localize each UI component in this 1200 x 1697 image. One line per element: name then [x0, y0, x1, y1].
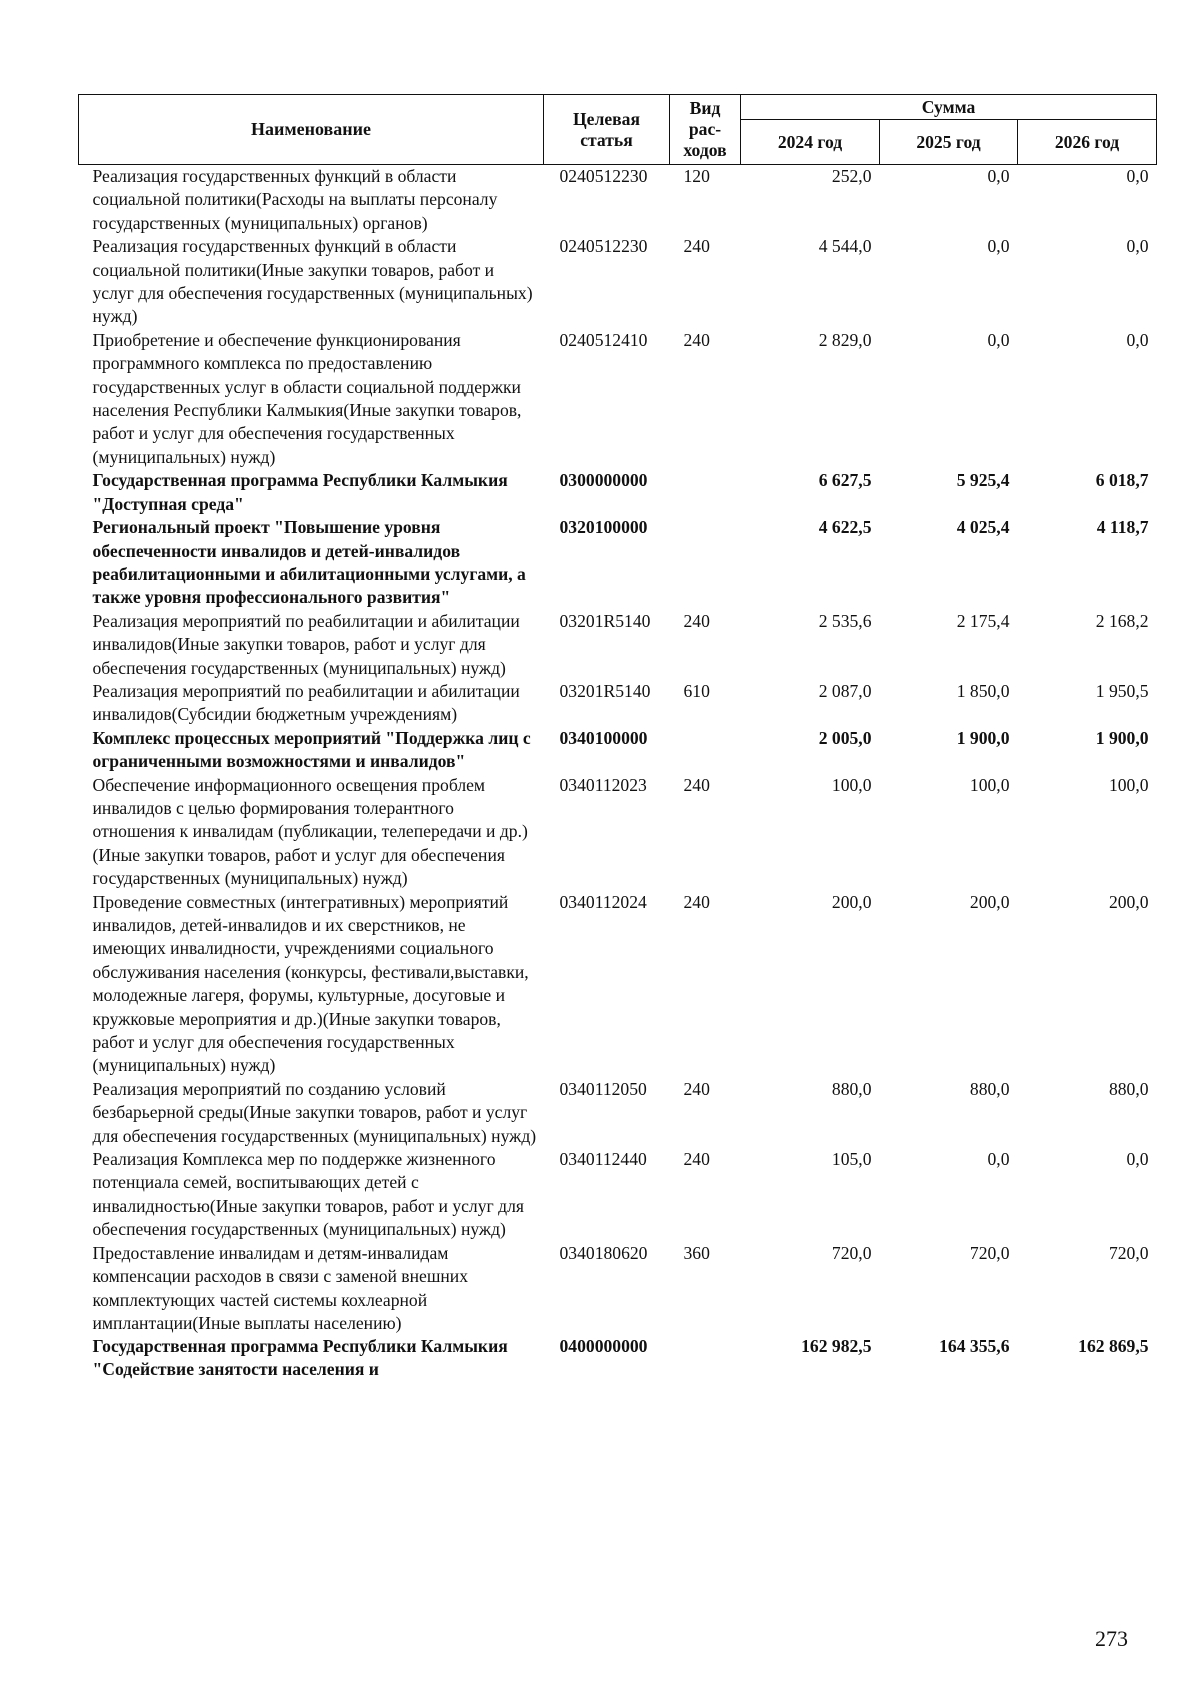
row-value-2025: 0,0 — [987, 166, 1010, 186]
row-type: 240 — [683, 236, 710, 257]
header-year-2024: 2024 год — [741, 120, 880, 165]
row-code: 0240512230 — [559, 166, 648, 186]
row-value-2026: 880,0 — [1108, 1078, 1149, 1099]
row-value-2026: 0,0 — [1126, 236, 1149, 257]
table-row — [79, 891, 1157, 1078]
table-row — [79, 235, 1157, 329]
row-value-2025: 200,0 — [969, 891, 1010, 912]
row-type: 120 — [683, 166, 710, 186]
row-value-2025: 0,0 — [987, 236, 1010, 257]
table-header — [79, 95, 1157, 165]
row-type: 240 — [683, 891, 710, 912]
table-row — [79, 165, 1157, 236]
budget-table — [78, 94, 1157, 1381]
row-type: 240 — [683, 1149, 710, 1170]
row-type: 240 — [683, 329, 710, 350]
row-value-2026: 1 950,5 — [1095, 680, 1149, 701]
row-code: 0240512410 — [559, 329, 648, 350]
header-year-2026: 2026 год — [1018, 120, 1157, 165]
row-code: 0320100000 — [559, 517, 648, 538]
row-code: 0340112023 — [559, 774, 647, 795]
row-type: 610 — [683, 680, 710, 701]
row-code: 0300000000 — [559, 470, 648, 491]
row-code: 03201R5140 — [559, 610, 651, 631]
row-value-2025: 720,0 — [969, 1242, 1010, 1263]
row-value-2026: 0,0 — [1126, 1149, 1149, 1170]
row-value-2025: 880,0 — [969, 1078, 1010, 1099]
row-name: Реализация государственных функций в области социальной политики(Расходы на выплаты персоналу государственных (муниципальных) органов) — [92, 166, 498, 233]
header-name: Наименование — [79, 95, 544, 165]
row-code: 03201R5140 — [559, 680, 651, 701]
row-name: Государственная программа Республики Калмыкия "Доступная среда" — [92, 470, 508, 514]
table-row — [79, 1335, 1157, 1381]
row-value-2024: 880,0 — [831, 1078, 872, 1099]
row-name: Реализация мероприятий по реабилитации и абилитации инвалидов(Иные закупки товаров, работ и услуг для обеспечения государственных (муниципальных) нужд) — [92, 610, 520, 678]
row-value-2025: 1 900,0 — [956, 727, 1010, 748]
row-value-2026: 2 168,2 — [1095, 610, 1149, 631]
row-value-2024: 4 544,0 — [818, 236, 872, 257]
table-row — [79, 1078, 1157, 1148]
table-row — [79, 1148, 1157, 1242]
table-row — [79, 610, 1157, 680]
row-value-2026: 200,0 — [1108, 891, 1149, 912]
row-type: 240 — [683, 1078, 710, 1099]
row-code: 0400000000 — [559, 1336, 648, 1357]
row-value-2024: 162 982,5 — [801, 1336, 872, 1357]
row-name: Региональный проект "Повышение уровня обеспеченности инвалидов и детей-инвалидов реабилитационными и абилитационными услугами, а также уровня профессионального развития" — [92, 517, 526, 608]
row-value-2026: 1 900,0 — [1095, 727, 1149, 748]
row-code: 0340112050 — [559, 1078, 647, 1099]
row-name: Комплекс процессных мероприятий "Поддержка лиц с ограниченными возможностями и инвалидов" — [92, 727, 531, 772]
row-code: 0240512230 — [559, 236, 648, 257]
row-value-2024: 4 622,5 — [818, 517, 872, 538]
row-value-2026: 6 018,7 — [1095, 470, 1149, 491]
row-value-2024: 100,0 — [831, 774, 872, 795]
table-row — [79, 774, 1157, 891]
row-name: Обеспечение информационного освещения проблем инвалидов с целью формирования толерантного отношения к инвалидам (публикации, телепередачи и др.)(Иные закупки товаров, работ и услуг для обеспечения государственных (муниципальных) нужд) — [92, 774, 528, 889]
page-number: 273 — [1095, 1626, 1128, 1651]
table-row — [79, 469, 1157, 516]
row-name: Реализация мероприятий по реабилитации и абилитации инвалидов(Субсидии бюджетным учреждениям) — [92, 680, 520, 725]
row-value-2025: 4 025,4 — [956, 517, 1010, 538]
row-name: Предоставление инвалидам и детям-инвалидам компенсации расходов в связи с заменой внешних комплектующих частей системы кохлеарной имплантации(Иные выплаты населению) — [92, 1242, 469, 1333]
row-value-2025: 164 355,6 — [939, 1336, 1010, 1357]
row-code: 0340112024 — [559, 891, 647, 912]
document-page — [78, 94, 1156, 1381]
row-value-2024: 2 829,0 — [818, 329, 872, 350]
row-name: Реализация Комплекса мер по поддержке жизненного потенциала семей, воспитывающих детей с инвалидностью(Иные закупки товаров, работ и услуг для обеспечения государственных (муниципальных) нужд) — [92, 1149, 524, 1240]
table-row — [79, 516, 1157, 610]
row-name: Приобретение и обеспечение функционирования программного комплекса по предоставлению государственных услуг в области социальной поддержки населения Республики Калмыкия(Иные закупки товаров, работ и услуг для обеспечения государственных (муниципальных) нужд) — [92, 329, 522, 467]
row-value-2026: 162 869,5 — [1078, 1336, 1149, 1357]
row-value-2024: 200,0 — [831, 891, 872, 912]
row-code: 0340180620 — [559, 1242, 648, 1263]
row-type — [670, 727, 741, 774]
row-value-2026: 4 118,7 — [1096, 517, 1149, 538]
header-year-2025: 2025 год — [880, 120, 1018, 165]
row-name: Государственная программа Республики Калмыкия "Содействие занятости населения и — [92, 1336, 508, 1380]
row-value-2024: 252,0 — [831, 166, 872, 186]
row-type: 360 — [683, 1242, 710, 1263]
header-type: Вид рас- ходов — [670, 95, 741, 165]
row-value-2025: 5 925,4 — [956, 470, 1010, 491]
row-value-2024: 105,0 — [831, 1149, 872, 1170]
header-code: Целевая статья — [544, 95, 670, 165]
row-value-2025: 0,0 — [987, 1149, 1010, 1170]
row-value-2024: 720,0 — [831, 1242, 872, 1263]
row-type: 240 — [683, 610, 710, 631]
row-name: Проведение совместных (интегративных) мероприятий инвалидов, детей-инвалидов и их сверстников, не имеющих инвалидности, учреждениями социального обслуживания населения (конкурсы, фестивали,выставки, молодежные лагеря, форумы, культурные, досуговые и кружковые мероприятия и др.)(Иные закупки товаров, работ и услуг для обеспечения государственных (муниципальных) нужд) — [92, 891, 529, 1076]
row-value-2026: 0,0 — [1126, 166, 1149, 186]
row-type — [670, 469, 741, 516]
row-value-2024: 2 087,0 — [818, 680, 872, 701]
row-value-2025: 1 850,0 — [956, 680, 1010, 701]
table-row — [79, 680, 1157, 727]
table-row — [79, 329, 1157, 469]
row-value-2026: 0,0 — [1126, 329, 1149, 350]
row-type — [670, 1335, 741, 1381]
table-row — [79, 1242, 1157, 1336]
row-type — [670, 516, 741, 610]
row-value-2026: 100,0 — [1108, 774, 1149, 795]
header-sum: Сумма — [741, 95, 1157, 120]
row-value-2025: 2 175,4 — [956, 610, 1010, 631]
table-body — [79, 165, 1157, 1382]
row-value-2024: 2 005,0 — [818, 727, 872, 748]
row-code: 0340100000 — [559, 727, 648, 748]
row-name: Реализация мероприятий по созданию условий безбарьерной среды(Иные закупки товаров, работ и услуг для обеспечения государственных (муниципальных) нужд) — [92, 1078, 537, 1146]
row-name: Реализация государственных функций в области социальной политики(Иные закупки товаров, работ и услуг для обеспечения государственных (муниципальных) нужд) — [92, 236, 533, 327]
row-type: 240 — [683, 774, 710, 795]
row-value-2025: 0,0 — [987, 329, 1010, 350]
row-value-2025: 100,0 — [969, 774, 1010, 795]
row-value-2026: 720,0 — [1108, 1242, 1149, 1263]
row-value-2024: 6 627,5 — [818, 470, 872, 491]
row-value-2024: 2 535,6 — [818, 610, 872, 631]
table-row — [79, 727, 1157, 774]
row-code: 0340112440 — [559, 1149, 647, 1170]
